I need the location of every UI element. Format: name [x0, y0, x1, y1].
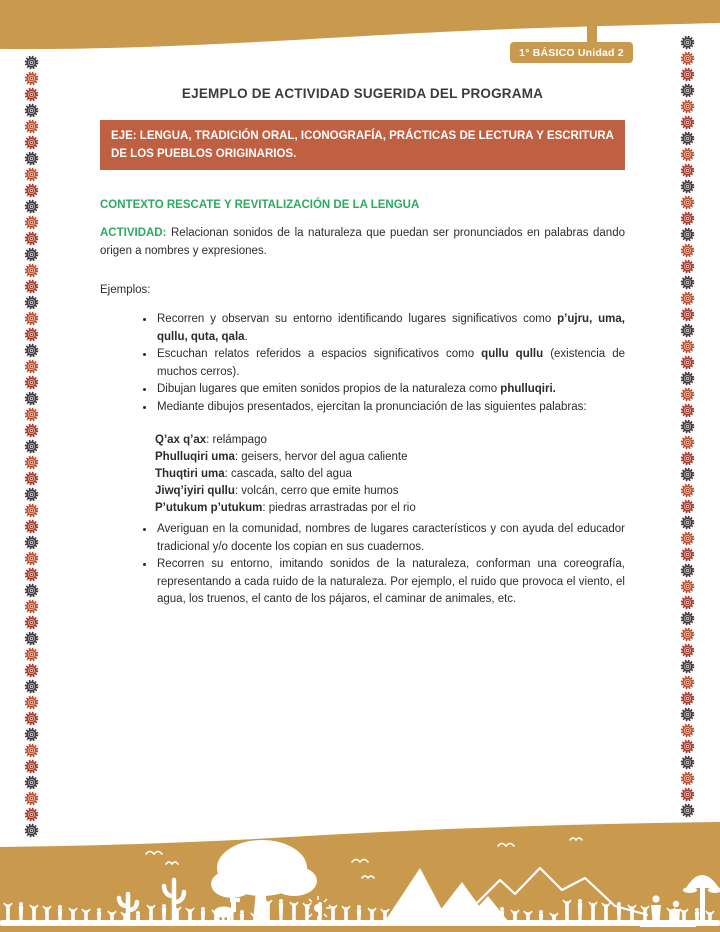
andean-rosette-icon	[680, 291, 695, 306]
andean-rosette-icon	[24, 311, 39, 326]
andean-rosette-icon	[680, 227, 695, 242]
andean-rosette-icon	[680, 531, 695, 546]
text-segment: phulluqiri.	[500, 383, 556, 395]
examples-list	[100, 311, 625, 416]
list-item	[155, 381, 625, 399]
andean-rosette-icon	[680, 355, 695, 370]
right-border-pattern	[680, 35, 695, 819]
eje-banner: EJE: LENGUA, TRADICIÓN ORAL, ICONOGRAFÍA, PRÁCTICAS DE LECTURA Y ESCRITURA DE LOS PUEBLOS ORIGINARIOS.	[100, 120, 625, 170]
andean-rosette-icon	[24, 695, 39, 710]
andean-rosette-icon	[680, 563, 695, 578]
andean-rosette-icon	[24, 215, 39, 230]
andean-rosette-icon	[680, 179, 695, 194]
vocab-line	[155, 449, 625, 466]
andean-rosette-icon	[24, 439, 39, 454]
andean-rosette-icon	[680, 723, 695, 738]
andean-rosette-icon	[24, 327, 39, 342]
andean-rosette-icon	[680, 307, 695, 322]
andean-rosette-icon	[24, 375, 39, 390]
andean-rosette-icon	[24, 727, 39, 742]
andean-rosette-icon	[680, 163, 695, 178]
vocabulary-block	[155, 432, 625, 517]
examples-list-continued	[100, 521, 625, 609]
vocab-definition: : relámpago	[206, 434, 267, 446]
andean-rosette-icon	[680, 755, 695, 770]
andean-rosette-icon	[24, 631, 39, 646]
andean-rosette-icon	[680, 787, 695, 802]
text-segment: Mediante dibujos presentados, ejercitan la pronunciación de las siguientes palabras:	[157, 400, 587, 413]
andean-rosette-icon	[680, 67, 695, 82]
andean-rosette-icon	[24, 679, 39, 694]
andean-rosette-icon	[680, 419, 695, 434]
andean-rosette-icon	[24, 119, 39, 134]
andean-rosette-icon	[24, 279, 39, 294]
list-item	[155, 556, 625, 609]
text-segment: (existencia de muchos cerros).	[157, 348, 626, 378]
andean-rosette-icon	[24, 519, 39, 534]
andean-rosette-icon	[24, 775, 39, 790]
andean-rosette-icon	[680, 275, 695, 290]
vocab-line	[155, 466, 625, 483]
vocab-term: Q’ax q’ax	[155, 434, 207, 446]
andean-rosette-icon	[680, 435, 695, 450]
andean-rosette-icon	[24, 791, 39, 806]
andean-rosette-icon	[680, 499, 695, 514]
andean-rosette-icon	[680, 707, 695, 722]
text-segment: Escuchan relatos referidos a espacios significativos como	[157, 348, 482, 360]
list-item	[155, 346, 625, 381]
andean-rosette-icon	[680, 579, 695, 594]
andean-rosette-icon	[680, 467, 695, 482]
andean-rosette-icon	[24, 535, 39, 550]
context-heading: CONTEXTO RESCATE Y REVITALIZACIÓN DE LA LENGUA	[100, 199, 420, 211]
andean-rosette-icon	[24, 407, 39, 422]
andean-rosette-icon	[680, 403, 695, 418]
andean-rosette-icon	[24, 391, 39, 406]
vocab-line	[155, 432, 625, 449]
text-segment: Recorren su entorno, imitando sonidos de la naturaleza, conforman una coreografía, representando a cada ruido de la naturaleza. Por ejemplo, el ruido que provoca el viento, el agua, los truenos, el canto de los pájaros, el caminar de animales, etc.	[157, 558, 625, 605]
vocab-term: Thuqtiri uma	[155, 468, 225, 480]
andean-rosette-icon	[680, 211, 695, 226]
text-segment: .	[244, 330, 248, 343]
vocab-term: Jiwq’iyiri qullu	[155, 485, 235, 497]
vocab-line	[155, 483, 625, 500]
andean-rosette-icon	[680, 339, 695, 354]
andean-rosette-icon	[24, 183, 39, 198]
andean-rosette-icon	[24, 135, 39, 150]
andean-rosette-icon	[680, 51, 695, 66]
andean-rosette-icon	[24, 471, 39, 486]
vocab-definition: : geisers, hervor del agua caliente	[234, 451, 408, 463]
vocab-term: P’utukum p’utukum	[155, 502, 263, 514]
andean-rosette-icon	[680, 83, 695, 98]
ejemplos-label: Ejemplos:	[100, 284, 151, 296]
andean-rosette-icon	[24, 663, 39, 678]
andean-rosette-icon	[24, 711, 39, 726]
activity-text: Relacionan sonidos de la naturaleza que puedan ser pronunciados en palabras dando origen a nombres y expresiones.	[100, 227, 625, 257]
andean-rosette-icon	[24, 583, 39, 598]
andean-rosette-icon	[680, 451, 695, 466]
andean-rosette-icon	[680, 131, 695, 146]
andean-rosette-icon	[680, 691, 695, 706]
andean-rosette-icon	[680, 595, 695, 610]
list-item	[155, 399, 625, 417]
andean-rosette-icon	[24, 455, 39, 470]
andean-rosette-icon	[680, 483, 695, 498]
page-title: EJEMPLO DE ACTIVIDAD SUGERIDA DEL PROGRAMA	[181, 86, 544, 101]
andean-rosette-icon	[680, 611, 695, 626]
text-segment: Recorren y observan su entorno identificando lugares significativos como	[157, 313, 558, 325]
andean-rosette-icon	[24, 615, 39, 630]
andean-rosette-icon	[24, 359, 39, 374]
andean-rosette-icon	[680, 99, 695, 114]
andean-rosette-icon	[24, 759, 39, 774]
andean-rosette-icon	[24, 167, 39, 182]
andean-rosette-icon	[680, 627, 695, 642]
vocab-definition: : piedras arrastradas por el rio	[262, 502, 416, 514]
andean-rosette-icon	[24, 295, 39, 310]
andean-rosette-icon	[680, 675, 695, 690]
andean-rosette-icon	[680, 643, 695, 658]
andean-rosette-icon	[24, 743, 39, 758]
andean-rosette-icon	[24, 647, 39, 662]
andean-rosette-icon	[680, 547, 695, 562]
footer-landscape-illustration	[0, 820, 720, 932]
andean-rosette-icon	[24, 551, 39, 566]
andean-rosette-icon	[680, 515, 695, 530]
text-segment: p’ujru, uma, qullu, quta, qala	[157, 313, 625, 343]
andean-rosette-icon	[680, 659, 695, 674]
andean-rosette-icon	[680, 803, 695, 818]
andean-rosette-icon	[680, 323, 695, 338]
list-item	[155, 311, 625, 346]
andean-rosette-icon	[680, 371, 695, 386]
andean-rosette-icon	[680, 259, 695, 274]
andean-rosette-icon	[24, 55, 39, 70]
andean-rosette-icon	[680, 243, 695, 258]
left-border-pattern	[24, 55, 39, 839]
document-body	[100, 86, 625, 609]
andean-rosette-icon	[680, 115, 695, 130]
text-segment: Averiguan en la comunidad, nombres de lugares característicos y con ayuda del educador tradicional y/o docente los copian en sus cuadernos.	[157, 523, 625, 553]
text-segment: Dibujan lugares que emiten sonidos propios de la naturaleza como	[157, 383, 501, 395]
andean-rosette-icon	[24, 503, 39, 518]
andean-rosette-icon	[24, 231, 39, 246]
andean-rosette-icon	[24, 87, 39, 102]
andean-rosette-icon	[24, 71, 39, 86]
andean-rosette-icon	[680, 739, 695, 754]
vocab-term: Phulluqiri uma	[155, 451, 235, 463]
activity-label: ACTIVIDAD:	[100, 227, 167, 239]
text-segment: qullu qullu	[481, 348, 544, 360]
andean-rosette-icon	[24, 151, 39, 166]
vocab-line	[155, 500, 625, 517]
activity-paragraph	[100, 225, 625, 260]
andean-rosette-icon	[24, 247, 39, 262]
unit-badge	[510, 42, 633, 63]
andean-rosette-icon	[24, 487, 39, 502]
andean-rosette-icon	[24, 263, 39, 278]
vocab-definition: : volcán, cerro que emite humos	[234, 485, 399, 497]
andean-rosette-icon	[680, 771, 695, 786]
andean-rosette-icon	[24, 343, 39, 358]
andean-rosette-icon	[680, 147, 695, 162]
list-item	[155, 521, 625, 556]
andean-rosette-icon	[680, 35, 695, 50]
vocab-definition: : cascada, salto del agua	[224, 468, 352, 480]
unit-badge-label: 1° BÁSICO Unidad 2	[519, 46, 624, 59]
andean-rosette-icon	[680, 387, 695, 402]
andean-rosette-icon	[24, 599, 39, 614]
andean-rosette-icon	[24, 199, 39, 214]
andean-rosette-icon	[24, 567, 39, 582]
andean-rosette-icon	[24, 103, 39, 118]
andean-rosette-icon	[24, 423, 39, 438]
andean-rosette-icon	[680, 195, 695, 210]
